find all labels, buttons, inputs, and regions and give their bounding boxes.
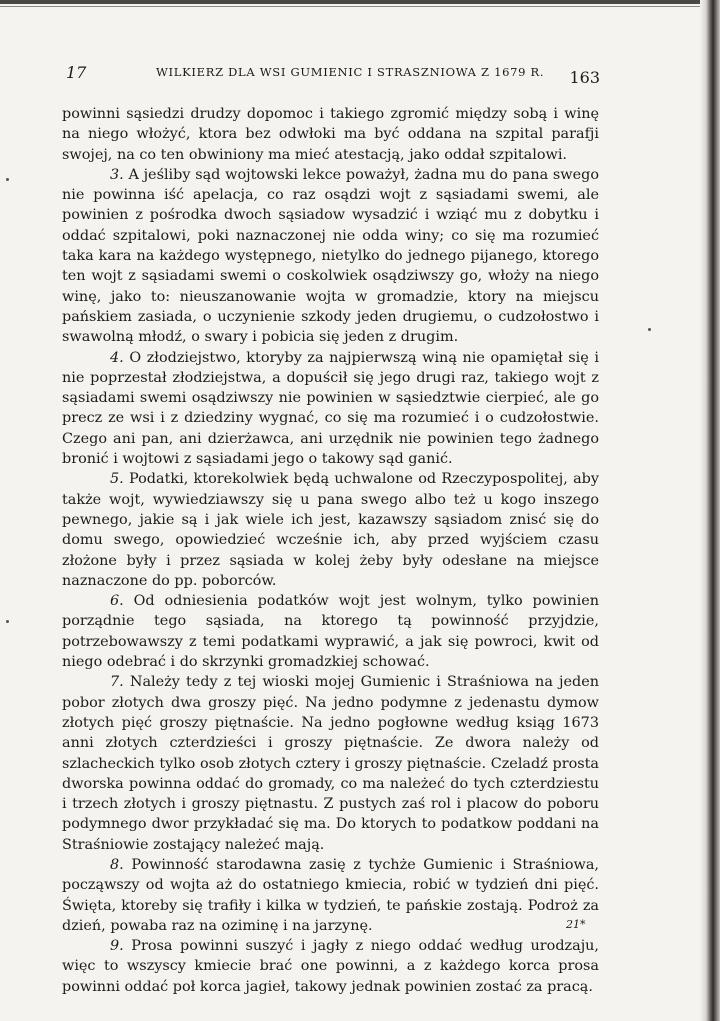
paragraph-text: Podatki, ktorekolwiek będą uchwalone od Rzeczypospolitej, aby także wojt, wywiedziawszy się u pana swego albo też u kogo inszego pewnego, jakie są i jak wiele ich jest, kazawszy sąsiadom znisć się do domu swego, opowiedzieć wcześnie ich, aby przed wyjściem czasu złożone były i przez sąsiada w kolej żeby były odesłane na miejsce naznaczone do pp. poborców. [62, 471, 599, 589]
paragraph-8 [62, 855, 599, 936]
page-binding-edge [700, 0, 720, 1021]
paragraph-5 [62, 469, 599, 591]
running-header [66, 63, 600, 85]
page-body [62, 104, 599, 997]
margin-speck [6, 620, 9, 623]
paragraph-number: 5. [110, 471, 124, 488]
signature-mark: 21* [566, 918, 586, 931]
top-border-thin-rule [0, 6, 720, 7]
paragraph-text: A jeśliby sąd wojtowski lekce poważył, żadna mu do pana swego nie powinna iść apelacja, co raz osądzi wojt z sąsiadami swemi, ale powinien z pośrodka dwoch sąsiadow wysadzić i wziąć mu z dobytku i oddać szpitalowi, poki naznaczonej nie odda winy; co się ma rozumieć taka kara na każdego występnego, nietylko do jednego pijanego, ktorego ten wojt z sąsiadami swemi o coskolwiek osądziwszy go, włoży na niego winę, jako to: nieuszanowanie wojta w gromadzie, ktory na miejscu pańskiem zasiada, o uczynienie szkody jeden drugiemu, o cudzołostwo i swawolną młodź, o swary i pobicia się jeden z drugim. [62, 166, 599, 346]
paragraph-text: Powinność starodawna zasię z tychże Gumienic i Straśniowa, począwszy od wojta aż do ostatniego kmiecia, robić w tydzień dni pięć. Święta, ktoreby się trafiły i kilka w tydzień, te pańskie zostają. Podroż za dzień, powaba raz na oziminę i na jarzynę. [62, 856, 599, 934]
paragraph-text: Od odniesienia podatków wojt jest wolnym, tylko powinien porządnie tego sąsiada, na ktorego tą powinność przyjdzie, potrzebowawszy z temi podatkami wyprawić, a jak się powroci, kwit od niego odebrać i do skrzynki gromadzkiej schować. [62, 593, 599, 671]
left-page-number: 17 [66, 63, 87, 82]
paragraph-text: O złodziejstwo, ktoryby za najpierwszą winą nie opamiętał się i nie poprzestał złodziejstwa, a dopuścił się jego drugi raz, takiego wojt z sąsiadami swemi osądziwszy nie powinien w sąsiedztwie cierpieć, ale go precz ze wsi i z dziedziny wygnać, co się ma rozumieć i o cudzołostwie. Czego ani pan, ani dzierżawca, ani urzędnik nie powinien tego żadnego bronić i wojtowi z sąsiadami jego o takowy sąd ganić. [62, 349, 599, 468]
paragraph-number: 3. [110, 166, 124, 183]
page-number: 163 [569, 68, 600, 87]
paragraph-4 [62, 348, 599, 470]
paragraph-7 [62, 672, 599, 855]
margin-speck [6, 178, 9, 181]
paragraph-3 [62, 165, 599, 348]
paragraph-text: Prosa powinni suszyć i jagły z niego oddać według urodzaju, więc to wszyscy kmiecie brać one powinni, a z każdego korca prosa powinni oddać poł korca jagieł, takowy jednak powinien zostać za pracą. [62, 938, 599, 995]
paragraph-number: 7. [110, 674, 124, 691]
paragraph-number: 4. [110, 349, 124, 366]
paragraph-text: Należy tedy z tej wioski mojej Gumienic i Straśniowa na jeden pobor złotych dwa groszy pięć. Na jedno podymne z jedenastu dymow złotych pięć groszy piętnaście. Na jedno pogłowne według ksiąg 1673 anni złotych czterdzieści i groszy piętnaście. Ze dwora należy od szlacheckich tylko osob złotych cztery i groszy piętnaście. Czeladź prosta dworska powinna oddać do gromady, co ma należeć do tych czterdziestu i trzech złotych i groszy piętnastu. Z pustych zaś rol i placow do poboru podymnego dwor przykładać się ma. Do ktorych to podatkow poddani na Straśniowie zostający należeć mają. [62, 674, 600, 853]
paragraph-text: powinni sąsiedzi drudzy dopomoc i takiego zgromić między sobą i winę na niego włożyć, ktora bez odwłoki ma być oddana na szpital parafji swojej, na co ten obwiniony ma mieć atestacją, jako oddał szpitalowi. [62, 106, 599, 163]
paragraph-number: 6. [110, 593, 124, 610]
top-border-rule [0, 0, 720, 4]
paragraph-6 [62, 591, 599, 672]
margin-speck [648, 328, 651, 331]
running-title: WILKIERZ DLA WSI GUMIENIC I STRASZNIOWA Z 1679 R. [156, 65, 545, 79]
paragraph-number: 9. [110, 938, 124, 955]
paragraph-number: 8. [110, 856, 124, 873]
paragraph-continued [62, 104, 599, 165]
paragraph-9 [62, 936, 599, 997]
